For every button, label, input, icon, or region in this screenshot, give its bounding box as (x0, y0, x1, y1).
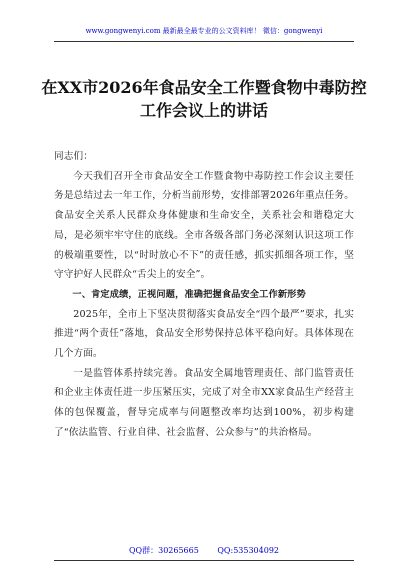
page-header: www.gongwenyi.com 最新最全最专业的公文资料库！ 微信：gongwenyi (85, 27, 323, 35)
document-title: 在XX市2026年食品安全工作暨食物中毒防控工作会议上的讲话 (41, 78, 367, 120)
document-body (54, 147, 354, 443)
section-heading: 一、肯定成绩，正视问题，准确把握食品安全工作新形势 (72, 288, 306, 300)
page-footer (0, 545, 408, 556)
section-paragraph: 一是监管体系持续完善。食品安全属地管理责任、部门监管责任和企业主体责任进一步压紧压实，完成了对全市XX家食品生产经营主体的包保覆盖，督导完成率与问题整改率均达到100%，初步构建了“依法监管、行业自律、社会监督、公众参与”的共治格局。 (54, 367, 354, 438)
header-divider (54, 41, 354, 42)
intro-paragraph: 今天我们召开全市食品安全工作暨食物中毒防控工作会议主要任务是总结过去一年工作，分析当前形势，安排部署2026年重点任务。食品安全关系人民群众身体健康和生命安全，关系社会和谐稳定大局，是必须牢牢守住的底线。全市各级各部门务必深刻认识这项工作的极端重要性，以“时时放心不下”的责任感，抓实抓细各项工作，坚守守护好人民群众“舌尖上的安全”。 (54, 170, 354, 281)
footer-divider (54, 560, 354, 561)
footer-qq-group: QQ群：30265665 (128, 546, 199, 555)
footer-qq: QQ:535304092 (217, 546, 279, 555)
section-paragraph: 2025年，全市上下坚决贯彻落实食品安全“四个最严”要求，扎实推进“两个责任”落地，食品安全形势保持总体平稳向好。具体体现在几个方面。 (54, 308, 354, 360)
salutation: 同志们： (54, 151, 93, 162)
